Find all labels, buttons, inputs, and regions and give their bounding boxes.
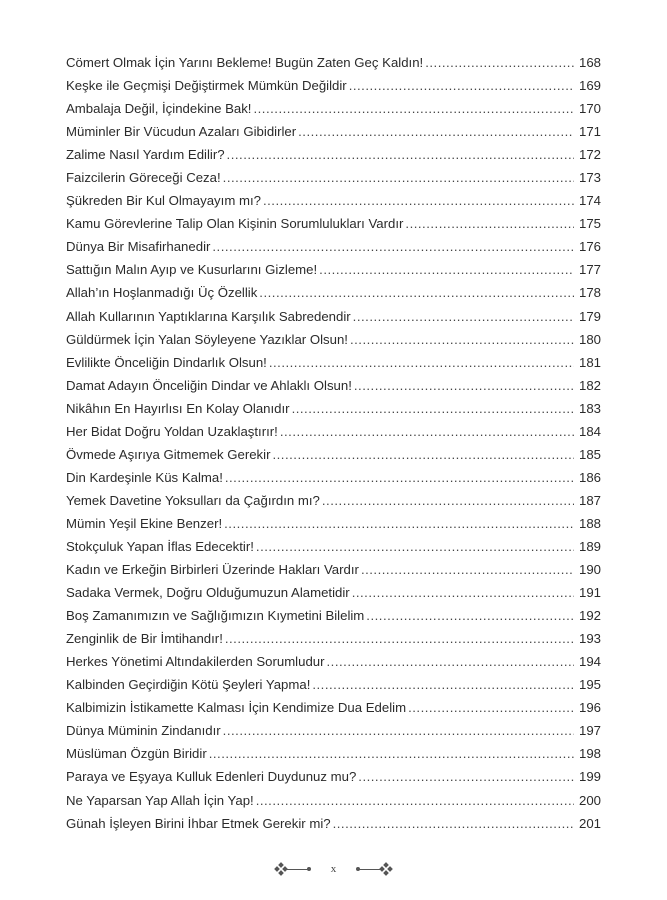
- toc-entry[interactable]: [66, 443, 601, 466]
- toc-entry-page: 196: [578, 700, 601, 716]
- toc-entry[interactable]: [66, 512, 601, 535]
- toc-entry[interactable]: [66, 604, 601, 627]
- toc-entry[interactable]: [66, 673, 601, 696]
- toc-entry-title: Herkes Yönetimi Altındakilerden Sorumludur: [66, 654, 325, 670]
- toc-entry[interactable]: [66, 535, 601, 558]
- toc-entry[interactable]: [66, 74, 601, 97]
- toc-entry-title: Allah Kullarının Yaptıklarına Karşılık Sabredendir: [66, 308, 351, 324]
- toc-entry-title: Boş Zamanımızın ve Sağlığımızın Kıymetini Bilelim: [66, 608, 365, 624]
- dot-leader: [366, 604, 574, 627]
- toc-entry[interactable]: [66, 281, 601, 304]
- toc-entry-page: 182: [578, 377, 601, 393]
- dot-leader: [312, 673, 574, 696]
- dot-leader: [223, 166, 574, 189]
- toc-entry[interactable]: [66, 558, 601, 581]
- toc-entry[interactable]: [66, 397, 601, 420]
- toc-entry[interactable]: [66, 328, 601, 351]
- toc-entry[interactable]: [66, 258, 601, 281]
- dot-leader: [350, 328, 574, 351]
- page-footer: [0, 857, 667, 881]
- dot-leader: [408, 696, 574, 719]
- toc-entry-page: 188: [578, 515, 601, 531]
- toc-entry[interactable]: [66, 696, 601, 719]
- dot-leader: [319, 258, 574, 281]
- toc-entry[interactable]: [66, 97, 601, 120]
- dot-leader: [352, 581, 574, 604]
- dot-leader: [333, 812, 574, 835]
- toc-entry-title: Ambalaja Değil, İçindekine Bak!: [66, 101, 252, 117]
- toc-entry[interactable]: [66, 143, 601, 166]
- toc-entry-title: Cömert Olmak İçin Yarını Bekleme! Bugün Zaten Geç Kaldın!: [66, 55, 424, 70]
- toc-entry-title: Allah’ın Hoşlanmadığı Üç Özellik: [66, 285, 258, 301]
- dot-leader: [256, 535, 574, 558]
- toc-entry-page: 195: [578, 677, 601, 693]
- toc-entry-title: Din Kardeşinle Küs Kalma!: [66, 469, 223, 485]
- footer-ornament-left: [275, 863, 309, 875]
- toc-entry-title: Mümin Yeşil Ekine Benzer!: [66, 515, 223, 531]
- footer-ornament-right: [358, 863, 392, 875]
- dot-leader: [322, 489, 574, 512]
- toc-entry-page: 176: [578, 239, 601, 255]
- toc-entry-page: 185: [578, 446, 601, 462]
- toc-entry-title: Stokçuluk Yapan İflas Edecektir!: [66, 538, 254, 554]
- dot-leader: [349, 74, 574, 97]
- toc-entry-title: Sattığın Malın Ayıp ve Kusurlarını Gizleme!: [66, 262, 318, 278]
- toc-entry[interactable]: [66, 489, 601, 512]
- toc-entry[interactable]: [66, 212, 601, 235]
- toc-entry-title: Kalbinden Geçirdiğin Kötü Şeyleri Yapma!: [66, 677, 311, 693]
- toc-entry-title: Dünya Bir Misafirhanedir: [66, 239, 211, 255]
- toc-entry-title: Şükreden Bir Kul Olmayayım mı?: [66, 193, 261, 209]
- toc-entry[interactable]: [66, 420, 601, 443]
- toc-entry-page: 180: [578, 331, 601, 347]
- toc-entry[interactable]: [66, 765, 601, 788]
- toc-entry[interactable]: [66, 466, 601, 489]
- toc-entry-page: 201: [578, 815, 601, 831]
- toc-entry-page: 171: [578, 124, 601, 140]
- toc-entry-title: Kamu Görevlerine Talip Olan Kişinin Sorumlulukları Vardır: [66, 216, 404, 232]
- toc-entry-title: Nikâhın En Hayırlısı En Kolay Olanıdır: [66, 400, 290, 416]
- toc-entry[interactable]: [66, 351, 601, 374]
- dot-leader: [227, 143, 574, 166]
- toc-entry-page: 175: [578, 216, 601, 232]
- table-of-contents: [66, 51, 601, 835]
- toc-entry-title: Dünya Müminin Zindanıdır: [66, 723, 221, 739]
- toc-entry-page: 187: [578, 492, 601, 508]
- toc-entry-page: 172: [578, 147, 601, 163]
- toc-entry[interactable]: [66, 51, 601, 74]
- toc-entry-page: 191: [578, 585, 601, 601]
- dot-leader: [353, 305, 574, 328]
- toc-entry[interactable]: [66, 812, 601, 835]
- toc-entry-title: Sadaka Vermek, Doğru Olduğumuzun Alametidir: [66, 585, 350, 601]
- toc-entry-title: Damat Adayın Önceliğin Dindar ve Ahlaklı Olsun!: [66, 377, 352, 393]
- diamond-ornament-icon: [275, 863, 287, 875]
- dot-leader: [327, 650, 574, 673]
- toc-entry[interactable]: [66, 305, 601, 328]
- toc-entry-page: 197: [578, 723, 601, 739]
- toc-entry-title: Müminler Bir Vücudun Azaları Gibidirler: [66, 124, 297, 140]
- dot-leader: [256, 789, 574, 812]
- dot-leader: [209, 742, 574, 765]
- toc-entry-page: 190: [578, 562, 601, 578]
- ornament-line: [358, 869, 380, 870]
- dot-leader: [405, 212, 574, 235]
- toc-entry-page: 198: [578, 746, 601, 762]
- dot-leader: [253, 97, 574, 120]
- dot-leader: [298, 120, 574, 143]
- toc-entry-page: 169: [578, 78, 601, 94]
- toc-entry-page: 174: [578, 193, 601, 209]
- toc-entry-page: 183: [578, 400, 601, 416]
- dot-leader: [269, 351, 574, 374]
- toc-entry-title: Yemek Davetine Yoksulları da Çağırdın mı?: [66, 492, 320, 508]
- dot-leader: [354, 374, 574, 397]
- dot-leader: [259, 281, 574, 304]
- toc-entry-title: Evlilikte Önceliğin Dindarlık Olsun!: [66, 354, 267, 370]
- toc-entry-page: 178: [578, 285, 601, 301]
- page-number: x: [330, 863, 337, 875]
- dot-leader: [212, 235, 574, 258]
- toc-entry[interactable]: [66, 627, 601, 650]
- toc-entry[interactable]: [66, 650, 601, 673]
- toc-entry-page: 184: [578, 423, 601, 439]
- dot-leader: [292, 397, 574, 420]
- toc-entry-title: Faizcilerin Göreceği Ceza!: [66, 170, 221, 186]
- toc-entry[interactable]: [66, 719, 601, 742]
- toc-entry-page: 168: [578, 55, 601, 70]
- toc-entry-page: 181: [578, 354, 601, 370]
- diamond-ornament-icon: [380, 863, 392, 875]
- dot-leader: [361, 558, 574, 581]
- toc-entry[interactable]: [66, 374, 601, 397]
- toc-entry-title: Her Bidat Doğru Yoldan Uzaklaştırır!: [66, 423, 278, 439]
- toc-entry-page: 194: [578, 654, 601, 670]
- toc-entry[interactable]: [66, 189, 601, 212]
- toc-entry-page: 186: [578, 469, 601, 485]
- toc-entry-page: 170: [578, 101, 601, 117]
- toc-entry[interactable]: [66, 742, 601, 765]
- toc-entry-title: Ne Yaparsan Yap Allah İçin Yap!: [66, 792, 254, 808]
- toc-entry-page: 179: [578, 308, 601, 324]
- dot-leader: [280, 420, 574, 443]
- toc-entry-page: 200: [578, 792, 601, 808]
- toc-entry-page: 189: [578, 538, 601, 554]
- toc-entry-title: Keşke ile Geçmişi Değiştirmek Mümkün Değildir: [66, 78, 347, 94]
- toc-entry-page: 199: [578, 769, 601, 785]
- toc-entry-title: Günah İşleyen Birini İhbar Etmek Gerekir mi?: [66, 815, 331, 831]
- dot-leader: [272, 443, 574, 466]
- toc-entry-title: Övmede Aşırıya Gitmemek Gerekir: [66, 446, 271, 462]
- dot-leader: [225, 627, 574, 650]
- toc-entry[interactable]: [66, 789, 601, 812]
- dot-leader: [223, 719, 574, 742]
- toc-entry[interactable]: [66, 166, 601, 189]
- dot-leader: [224, 512, 574, 535]
- toc-entry-title: Güldürmek İçin Yalan Söyleyene Yazıklar Olsun!: [66, 331, 348, 347]
- dot-leader: [425, 51, 574, 74]
- toc-entry-page: 193: [578, 631, 601, 647]
- toc-entry-title: Zenginlik de Bir İmtihandır!: [66, 631, 223, 647]
- toc-entry-page: 192: [578, 608, 601, 624]
- toc-entry[interactable]: [66, 235, 601, 258]
- toc-entry-title: Paraya ve Eşyaya Kulluk Edenleri Duydunuz mu?: [66, 769, 357, 785]
- toc-entry-title: Kadın ve Erkeğin Birbirleri Üzerinde Hakları Vardır: [66, 562, 359, 578]
- ornament-line: [287, 869, 309, 870]
- toc-entry-title: Kalbimizin İstikamette Kalması İçin Kendimize Dua Edelim: [66, 700, 407, 716]
- toc-entry-page: 173: [578, 170, 601, 186]
- toc-entry[interactable]: [66, 120, 601, 143]
- dot-leader: [263, 189, 574, 212]
- toc-entry-page: 177: [578, 262, 601, 278]
- toc-entry-title: Zalime Nasıl Yardım Edilir?: [66, 147, 225, 163]
- toc-entry[interactable]: [66, 581, 601, 604]
- dot-leader: [225, 466, 574, 489]
- dot-leader: [358, 765, 574, 788]
- toc-entry-title: Müslüman Özgün Biridir: [66, 746, 207, 762]
